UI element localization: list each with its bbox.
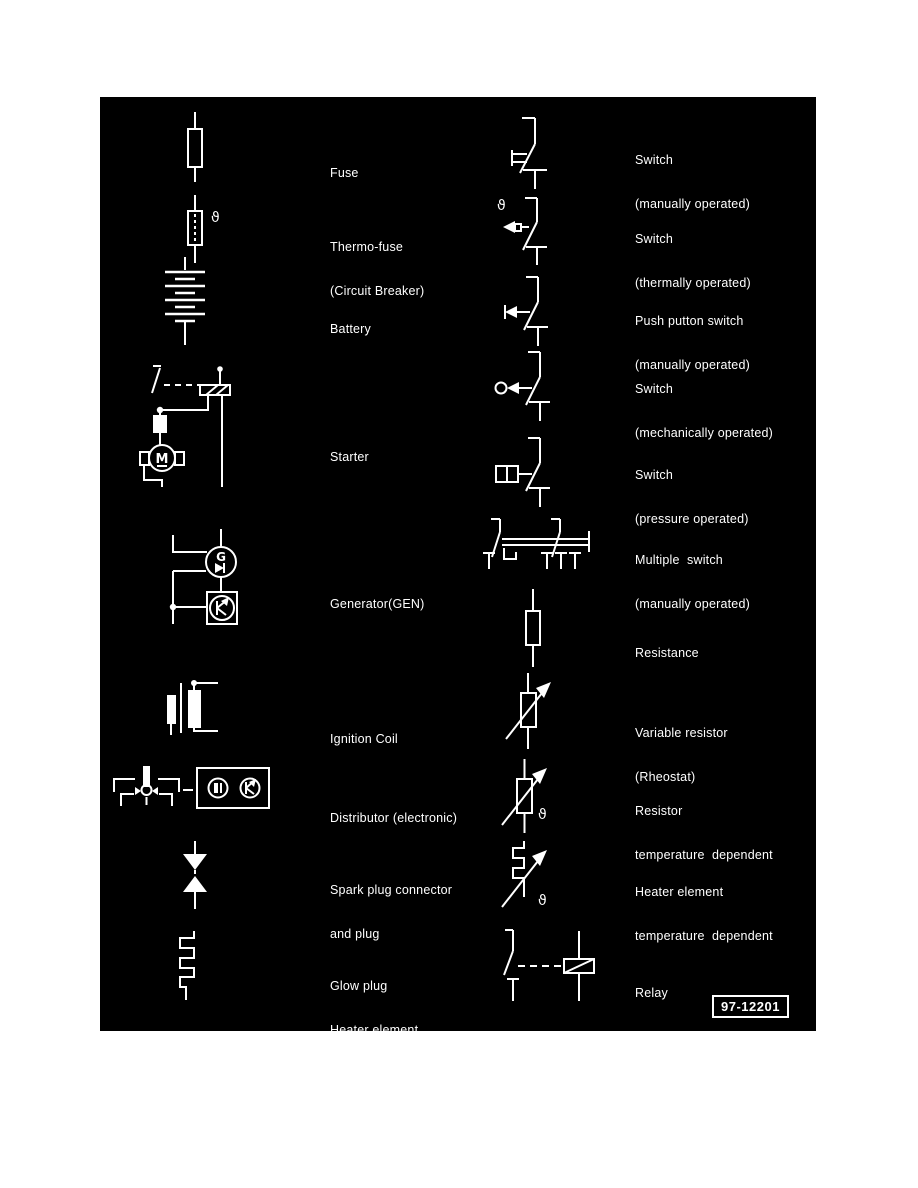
symbol-legend-panel [100, 97, 816, 1037]
switch-mechanical-symbol [492, 349, 562, 423]
label-line: Thermo-fuse [330, 240, 404, 254]
fuse-symbol [180, 112, 210, 182]
label-line: (manually operated) [635, 596, 750, 611]
heater-element-temp-symbol [496, 839, 562, 917]
label-line: (mechanically operated) [635, 425, 773, 440]
label-line: (pressure operated) [635, 511, 749, 526]
switch-pressure-symbol [492, 435, 562, 509]
label-line: (Circuit Breaker) [330, 283, 425, 298]
distributor-symbol [108, 760, 280, 818]
svg-text:G: G [216, 550, 226, 564]
label-line: temperature dependent [635, 847, 773, 862]
label-battery [330, 293, 371, 366]
label-line: Glow plug [330, 979, 388, 993]
label-glow-plug [330, 950, 418, 1066]
push-button-switch-symbol [498, 273, 560, 349]
theta-icon: ϑ [211, 210, 220, 226]
label-line: Resistor [635, 804, 683, 818]
relay-symbol [488, 923, 606, 1003]
label-line: Switch [635, 468, 674, 482]
ignition-coil-symbol [160, 677, 260, 739]
label-line: Ignition Coil [330, 732, 398, 746]
switch-manual-symbol [500, 113, 560, 191]
label-line: Starter [330, 450, 369, 464]
label-line: Switch [635, 153, 674, 167]
label-line: Multiple switch [635, 553, 723, 567]
figure-number-badge: 97-12201 [712, 995, 789, 1018]
spark-plug-symbol [180, 841, 210, 909]
label-line: (manually operated) [635, 357, 750, 372]
generator-symbol [160, 521, 255, 651]
starter-symbol [128, 363, 268, 491]
label-line: and plug [330, 926, 380, 941]
label-line: Heater element [635, 885, 724, 899]
label-line: (Rheostat) [635, 769, 696, 784]
label-line: Battery [330, 322, 371, 336]
label-line: Distributor (electronic) [330, 811, 458, 825]
resistor-temp-symbol [496, 757, 562, 835]
switch-thermal-symbol [495, 195, 560, 267]
label-line: Resistance [635, 646, 699, 660]
multiple-switch-symbol [483, 517, 601, 575]
label-heater-element-temp [635, 856, 773, 972]
label-line: (thermally operated) [635, 275, 751, 290]
label-line: Relay [635, 986, 668, 1000]
label-line: Push putton switch [635, 314, 744, 328]
svg-text:M: M [155, 452, 169, 467]
label-resistance [635, 617, 699, 690]
label-line: Fuse [330, 166, 359, 180]
label-line: temperature dependent [635, 928, 773, 943]
resistance-symbol [518, 589, 548, 667]
label-fuse [330, 137, 359, 210]
label-line: Generator(GEN) [330, 597, 425, 611]
label-line: (manually operated) [635, 196, 750, 211]
label-ignition-coil [330, 703, 398, 776]
label-line: Spark plug connector [330, 883, 453, 897]
theta-icon: ϑ [538, 893, 547, 909]
label-line: Variable resistor [635, 726, 728, 740]
thermo-fuse-symbol [180, 195, 235, 265]
label-line: Heater element [330, 1022, 419, 1037]
label-starter [330, 421, 369, 494]
theta-icon: ϑ [538, 807, 547, 823]
label-relay [635, 957, 668, 1030]
theta-icon: ϑ [497, 198, 506, 214]
battery-symbol [155, 257, 215, 347]
label-distributor [330, 782, 457, 855]
label-generator [330, 568, 425, 641]
glow-plug-symbol [172, 930, 208, 1000]
label-line: Switch [635, 232, 674, 246]
label-line: Switch [635, 382, 674, 396]
variable-resistor-symbol [498, 673, 560, 749]
